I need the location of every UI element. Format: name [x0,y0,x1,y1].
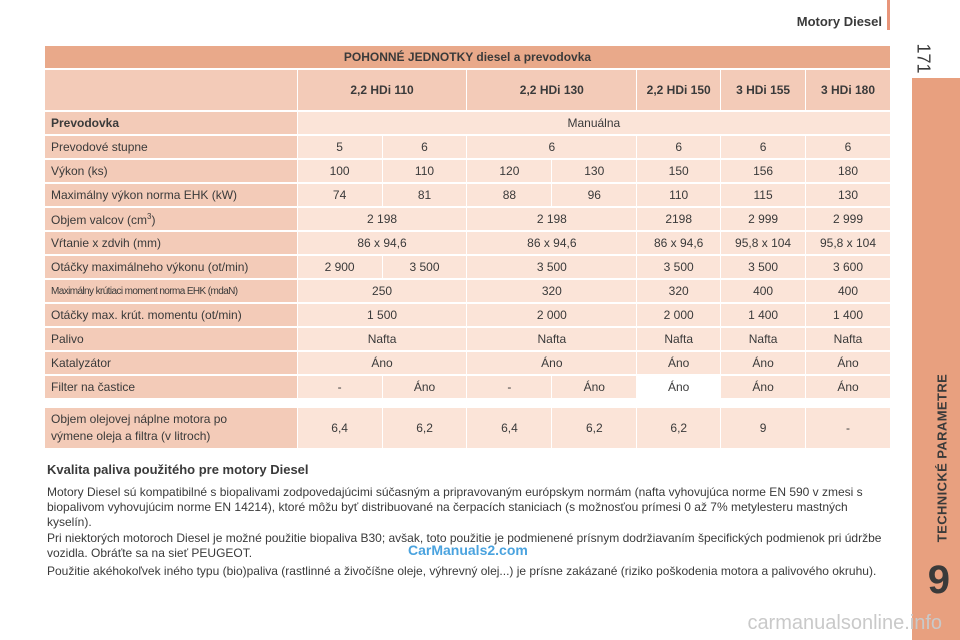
cell-value: 400 [806,280,891,304]
table-title: POHONNÉ JEDNOTKY diesel a prevodovka [45,46,891,70]
cell-value: Nafta [298,328,468,352]
row-label: Filter na častice [45,376,298,400]
oil-capacity-table [45,408,891,448]
cell-value: 6 [637,136,721,160]
cell-value: 6 [806,136,891,160]
cell-value: Áno [383,376,468,400]
cell-value: 3 500 [383,256,468,280]
row-label [45,408,298,448]
page-number: 171 [913,43,934,74]
cell-value: 1 500 [298,304,468,328]
chapter-side-tab [912,78,960,640]
cell-value: 9 [721,408,806,448]
cell-value: 120 [467,160,552,184]
cell-value: 95,8 x 104 [806,232,891,256]
cell-value: Áno [298,352,468,376]
table-row [45,352,891,376]
table-row [45,304,891,328]
row-label: Katalyzátor [45,352,298,376]
cell-value: 2 198 [467,208,637,232]
cell-value: 2 000 [467,304,637,328]
engine-header: 3 HDi 155 [721,70,806,112]
chapter-label-text: TECHNICKÉ PARAMETRE [934,373,950,543]
cell-value: 6,2 [552,408,637,448]
row-label-end: ) [151,212,156,227]
cell-value: 3 500 [721,256,806,280]
cell-value: 2 198 [298,208,468,232]
table-row [45,376,891,400]
cell-value: - [298,376,383,400]
chapter-side-label [928,368,956,548]
header-accent-line [887,0,890,30]
cell-value: 180 [806,160,891,184]
row-label: Maximálny výkon norma EHK (kW) [45,184,298,208]
engine-header: 2,2 HDi 150 [637,70,721,112]
cell-value: 6,4 [298,408,383,448]
engine-header-row [45,70,891,112]
cell-value: 2 999 [806,208,891,232]
table-row [45,112,891,136]
row-label: Palivo [45,328,298,352]
engine-header: 2,2 HDi 130 [467,70,637,112]
cell-value: 6,2 [637,408,721,448]
paragraph-2: Pri niektorých motoroch Diesel je možné použitie biopaliva B30; avšak, toto použitie je podmienené prísnym dodržiavaním špecifických podmienok pri údržbe vozidla. Obráťte sa na sieť PEUGEOT. [47,531,882,560]
cell-value: 6 [467,136,637,160]
cell-value: 95,8 x 104 [721,232,806,256]
cell-value: 150 [637,160,721,184]
paragraph-1: Motory Diesel sú kompatibilné s biopalivami zodpovedajúcimi súčasným a pripravovaným európskym normám (nafta vyhovujúca norme EN 590 v zmesi s biopalivom vyhovujúcim norme EN 14214), ktoré môžu byť distribuované na čerpacích staniciach (s možnosťou prímesi 0 až 7% metylesteru mastných kyselín). [47,485,863,529]
row-label: Otáčky max. krút. momentu (ot/min) [45,304,298,328]
row-label: Výkon (ks) [45,160,298,184]
cell-value: Nafta [467,328,637,352]
cell-value: Nafta [806,328,891,352]
cell-value: 130 [806,184,891,208]
table-row [45,136,891,160]
row-label: Maximálny krútiaci moment norma EHK (mdaN) [45,280,298,304]
cell-value: 1 400 [721,304,806,328]
row-label: Otáčky maximálneho výkonu (ot/min) [45,256,298,280]
header-blank-cell [45,70,298,112]
cell-value: Nafta [637,328,721,352]
table-row [45,328,891,352]
watermark-inline: CarManuals2.com [408,542,528,558]
cell-value: 156 [721,160,806,184]
cell-value: 3 500 [467,256,637,280]
table-row [45,280,891,304]
superscript: 3 [147,211,152,221]
cell-value: Nafta [721,328,806,352]
row-label: Prevodovka [45,112,298,136]
cell-value: 6 [721,136,806,160]
table-title-row [45,46,891,70]
engine-spec-table [45,46,891,400]
cell-value: Áno [637,376,721,400]
cell-value: 2 000 [637,304,721,328]
cell-value: Áno [467,352,637,376]
cell-value: 86 x 94,6 [298,232,468,256]
cell-value: 81 [383,184,468,208]
engine-header: 2,2 HDi 110 [298,70,468,112]
table-row [45,256,891,280]
cell-value: 115 [721,184,806,208]
cell-value: 3 500 [637,256,721,280]
cell-value: 2198 [637,208,721,232]
table-row [45,208,891,232]
cell-value: 110 [383,160,468,184]
cell-value: - [806,408,891,448]
cell-value: Manuálna [298,112,891,136]
cell-value: 2 900 [298,256,383,280]
cell-value: 86 x 94,6 [467,232,637,256]
row-label: Vŕtanie x zdvih (mm) [45,232,298,256]
cell-value: 400 [721,280,806,304]
row-label [45,208,298,232]
row-label-text: Objem valcov (cm [51,212,148,227]
cell-value: Áno [637,352,721,376]
cell-value: 2 999 [721,208,806,232]
cell-value: Áno [806,376,891,400]
table-row [45,160,891,184]
page-header-title: Motory Diesel [796,14,882,29]
cell-value: 320 [637,280,721,304]
cell-value: Áno [552,376,637,400]
cell-value: Áno [721,376,806,400]
row-label-line1: Objem olejovej náplne motora po [51,412,228,426]
chapter-number: 9 [927,558,950,602]
row-label: Prevodové stupne [45,136,298,160]
cell-value: 96 [552,184,637,208]
paragraph-3: Použitie akéhokoľvek iného typu (bio)paliva (rastlinné a živočíšne oleje, výhrevný olej...) je prísne zakázané (riziko poškodenia motora a palivového okruhu). [47,564,877,578]
cell-value: 88 [467,184,552,208]
cell-value: 110 [637,184,721,208]
cell-value: 6,4 [467,408,552,448]
cell-value: Áno [721,352,806,376]
watermark-corner: carmanualsonline.info [747,612,942,634]
section-heading: Kvalita paliva použitého pre motory Diesel [47,462,309,477]
row-label-line2: výmene oleja a filtra (v litroch) [51,429,211,443]
cell-value: 320 [467,280,637,304]
cell-value: 100 [298,160,383,184]
cell-value: 130 [552,160,637,184]
engine-header: 3 HDi 180 [806,70,891,112]
table-row [45,184,891,208]
cell-value: 86 x 94,6 [637,232,721,256]
cell-value: - [467,376,552,400]
cell-value: 3 600 [806,256,891,280]
cell-value: 6,2 [383,408,468,448]
table-row [45,408,891,448]
cell-value: Áno [806,352,891,376]
cell-value: 1 400 [806,304,891,328]
cell-value: 6 [383,136,468,160]
cell-value: 74 [298,184,383,208]
cell-value: 250 [298,280,468,304]
table-row [45,232,891,256]
cell-value: 5 [298,136,383,160]
